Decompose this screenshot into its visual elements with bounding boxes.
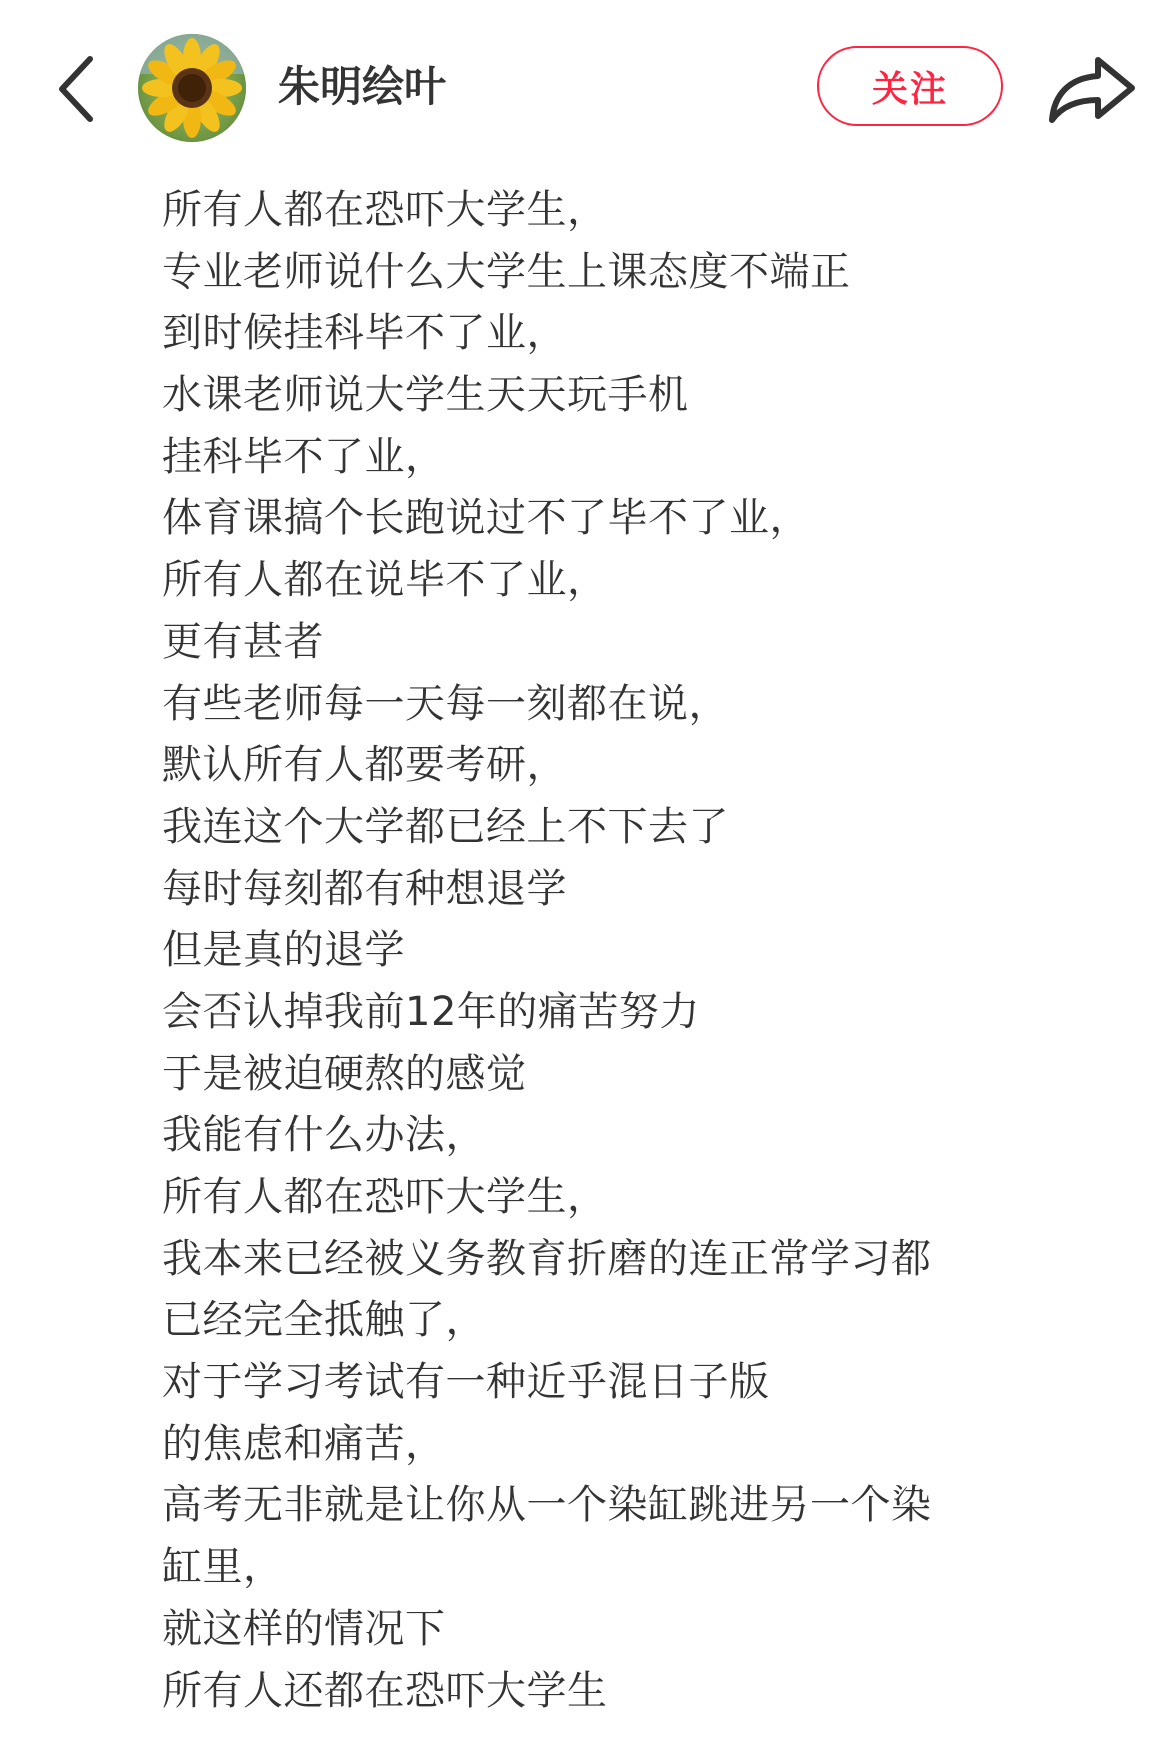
share-button[interactable] [1040,46,1144,132]
post-body [162,180,1042,1722]
share-arrow-icon [1040,46,1144,132]
post-text-line: 但是真的退学 [162,927,405,974]
post-text-line: 每时每刻都有种想退学 [162,865,567,912]
follow-button[interactable]: 关注 [817,46,1003,126]
post-text-line: 的焦虑和痛苦， [162,1420,446,1467]
back-button[interactable] [38,45,118,133]
post-text-line: 到时候挂科毕不了业， [162,310,567,357]
post-text-line: 高考无非就是让你从一个染缸跳进另一个染 [162,1482,932,1529]
post-text-line: 挂科毕不了业， [162,433,446,480]
sunflower-avatar-image [138,34,246,142]
post-text-line: 我本来已经被义务教育折磨的连正常学习都 [162,1235,932,1282]
post-text-line: 缸里， [162,1544,284,1591]
post-text-line: 水课老师说大学生天天玩手机 [162,372,689,419]
post-text-line: 所有人都在恐吓大学生， [162,187,608,233]
post-text-line: 专业老师说什么大学生上课态度不端正 [162,248,851,295]
post-text-line: 对于学习考试有一种近乎混日子版 [162,1359,770,1406]
post-text-line: 更有甚者 [162,618,324,665]
post-text-line: 所有人都在说毕不了业， [162,557,608,604]
post-text-line: 已经完全抵触了， [162,1297,486,1344]
post-text-line: 就这样的情况下 [162,1605,446,1652]
post-text-line: 我能有什么办法， [162,1112,486,1159]
post-text-line: 默认所有人都要考研， [162,742,567,789]
post-text-line: 体育课搞个长跑说过不了毕不了业， [162,495,810,542]
top-bar [0,0,1170,170]
post-text-line: 我连这个大学都已经上不下去了 [162,803,729,850]
post-text-line: 有些老师每一天每一刻都在说， [162,680,729,727]
post-text-line: 所有人还都在恐吓大学生 [162,1667,608,1714]
post-text-line: 会否认掉我前12年的痛苦努力 [162,988,700,1035]
post-text-line: 所有人都在恐吓大学生， [162,1174,608,1220]
username[interactable]: 朱明绘叶 [278,62,447,111]
chevron-left-icon [38,45,118,133]
avatar[interactable] [138,34,246,142]
post-text-line: 于是被迫硬熬的感觉 [162,1050,527,1097]
